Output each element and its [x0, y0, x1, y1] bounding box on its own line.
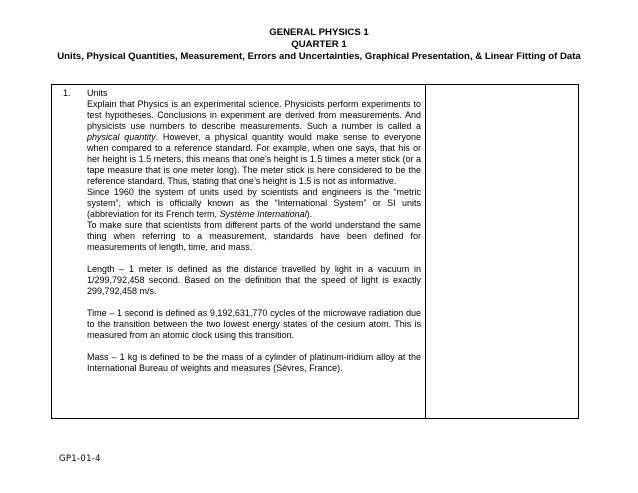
paragraph-physical-quantity [87, 99, 421, 187]
section-body [87, 99, 421, 374]
column-divider [425, 85, 426, 418]
section-heading [63, 88, 421, 99]
p1-italic: physical quantity [87, 132, 156, 142]
section-number: 1. [63, 88, 71, 98]
p1-text-a: Explain that Physics is an experimental science. Physicists perform experiments to test hypotheses. Conclusions in experiment are derived from measurements. And physicists use numbers to describe measurements. Such a number is called a [87, 99, 421, 131]
document-title: GENERAL PHYSICS 1 [269, 27, 369, 38]
p2-italic: Système International [219, 209, 307, 219]
main-column [52, 85, 425, 374]
paragraph-length: Length – 1 meter is defined as the distance travelled by light in a vacuum in 1/299,792,458 second. Based on the definition that the speed of light is exactly 299,792,458 m/s. [87, 264, 421, 296]
paragraph-si-units [87, 187, 421, 220]
section-title: Units [87, 88, 108, 98]
p1-text-b: . However, a physical quantity would make sense to everyone when compared to a reference standard. For example, when one says, that his or her height is 1.5 meters, this means that one’s height is 1.5 times a meter stick (or a tape measure that is one meter long). The meter stick is here considered to be the reference standard. Thus, stating that one’s height is 1.5 is not as informative. [87, 132, 421, 186]
paragraph-time: Time – 1 second is defined as 9,192,631,770 cycles of the microwave radiation due to the transition between the two lowest energy states of the cesium atom. This is measured from an atomic clock using this transition. [87, 308, 421, 340]
content-table [51, 84, 579, 419]
paragraph-standards: To make sure that scientists from different parts of the world understand the same thing when referring to a measurement, standards have been defined for measurements of length, time, and mass. [87, 220, 421, 252]
document-subtitle: Units, Physical Quantities, Measurement, Errors and Uncertainties, Graphical Presentation, & Linear Fitting of Data [57, 51, 581, 62]
p2-text-b: ). [306, 209, 313, 219]
p2-text-a: Since 1960 the system of units used by scientists and engineers is the “metric system”, which is officially known as the “International System” or SI units (abbreviation for its French term, [87, 187, 421, 219]
page-code: GP1-01-4 [59, 454, 101, 464]
quarter-label: QUARTER 1 [291, 39, 347, 50]
paragraph-mass: Mass – 1 kg is defined to be the mass of a cylinder of platinum-iridium alloy at the International Bureau of weights and measures (Sèvres, France). [87, 352, 421, 373]
document-header [0, 27, 638, 63]
